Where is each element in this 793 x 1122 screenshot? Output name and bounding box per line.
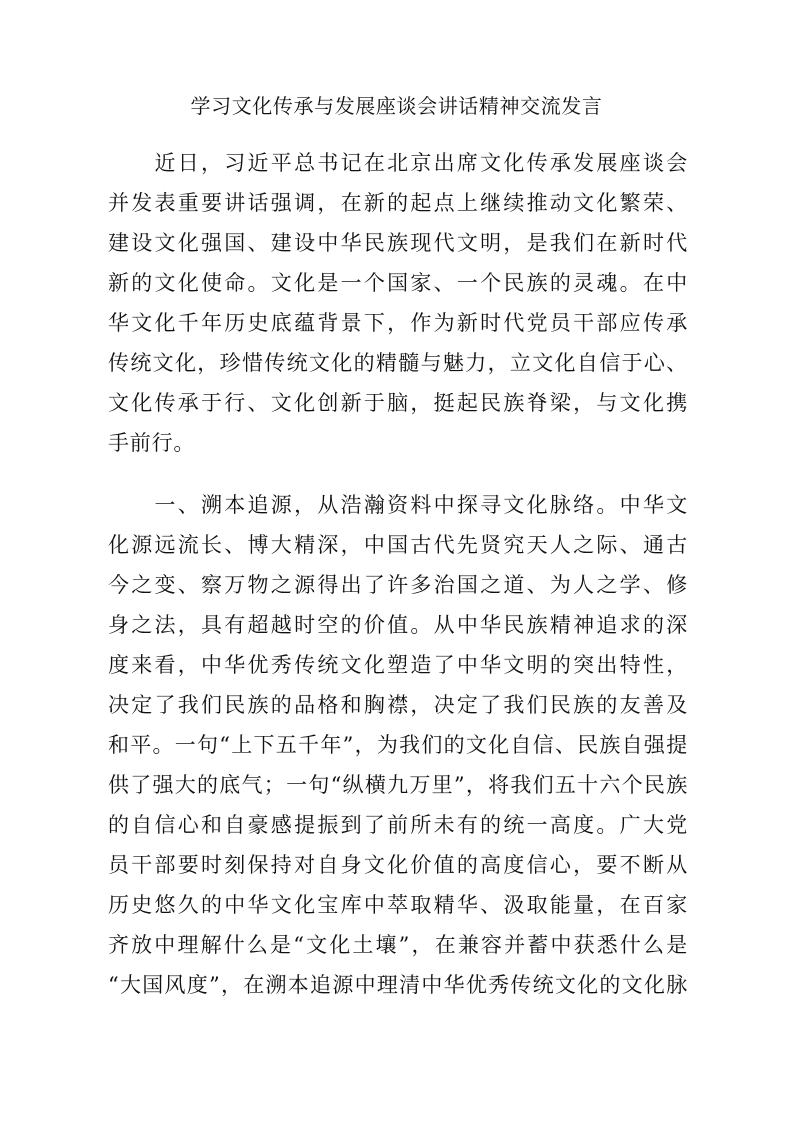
paragraph-section-one [108, 485, 688, 1005]
paragraph-line: 度来看，中华优秀传统文化塑造了中华文明的突出特性， [108, 653, 688, 677]
paragraph-line: 员干部要时刻保持对自身文化价值的高度信心，要不断从 [108, 853, 688, 877]
paragraph-line: 文化传承于行、文化创新于脑，挺起民族脊梁，与文化携 [108, 391, 688, 415]
document-title: 学习文化传承与发展座谈会讲话精神交流发言 [190, 94, 603, 118]
paragraph-line: 手前行。 [108, 431, 196, 455]
paragraph-line: 化源远流长、博大精深，中国古代先贤究天人之际、通古 [108, 533, 688, 557]
paragraph-line: 决定了我们民族的品格和胸襟，决定了我们民族的友善及 [108, 693, 688, 717]
paragraph-line: 新的文化使命。文化是一个国家、一个民族的灵魂。在中 [108, 271, 688, 295]
paragraph-line: 历史悠久的中华文化宝库中萃取精华、汲取能量，在百家 [108, 893, 688, 917]
paragraph-intro [108, 143, 688, 463]
paragraph-line: 建设文化强国、建设中华民族现代文明，是我们在新时代 [108, 231, 688, 255]
document-body [108, 143, 688, 1005]
paragraph-line: “大国风度”，在溯本追源中理清中华优秀传统文化的文化脉 [108, 973, 688, 997]
paragraph-line: 身之法，具有超越时空的价值。从中华民族精神追求的深 [108, 613, 688, 637]
paragraph-line: 齐放中理解什么是“文化土壤”，在兼容并蓄中获悉什么是 [108, 933, 688, 957]
paragraph-line: 传统文化，珍惜传统文化的精髓与魅力，立文化自信于心、 [108, 351, 688, 375]
paragraph-line: 今之变、察万物之源得出了许多治国之道、为人之学、修 [108, 573, 688, 597]
paragraph-line: 的自信心和自豪感提振到了前所未有的统一高度。广大党 [108, 813, 688, 837]
paragraph-line: 华文化千年历史底蕴背景下，作为新时代党员干部应传承 [108, 311, 688, 335]
paragraph-line: 并发表重要讲话强调，在新的起点上继续推动文化繁荣、 [108, 191, 688, 215]
paragraph-line: 一、溯本追源，从浩瀚资料中探寻文化脉络。中华文 [108, 493, 688, 517]
paragraph-line: 供了强大的底气；一句“纵横九万里”，将我们五十六个民族 [108, 773, 688, 797]
paragraph-line: 近日，习近平总书记在北京出席文化传承发展座谈会 [108, 151, 688, 175]
paragraph-spacer [108, 463, 688, 485]
paragraph-line: 和平。一句“上下五千年”，为我们的文化自信、民族自强提 [108, 733, 688, 757]
